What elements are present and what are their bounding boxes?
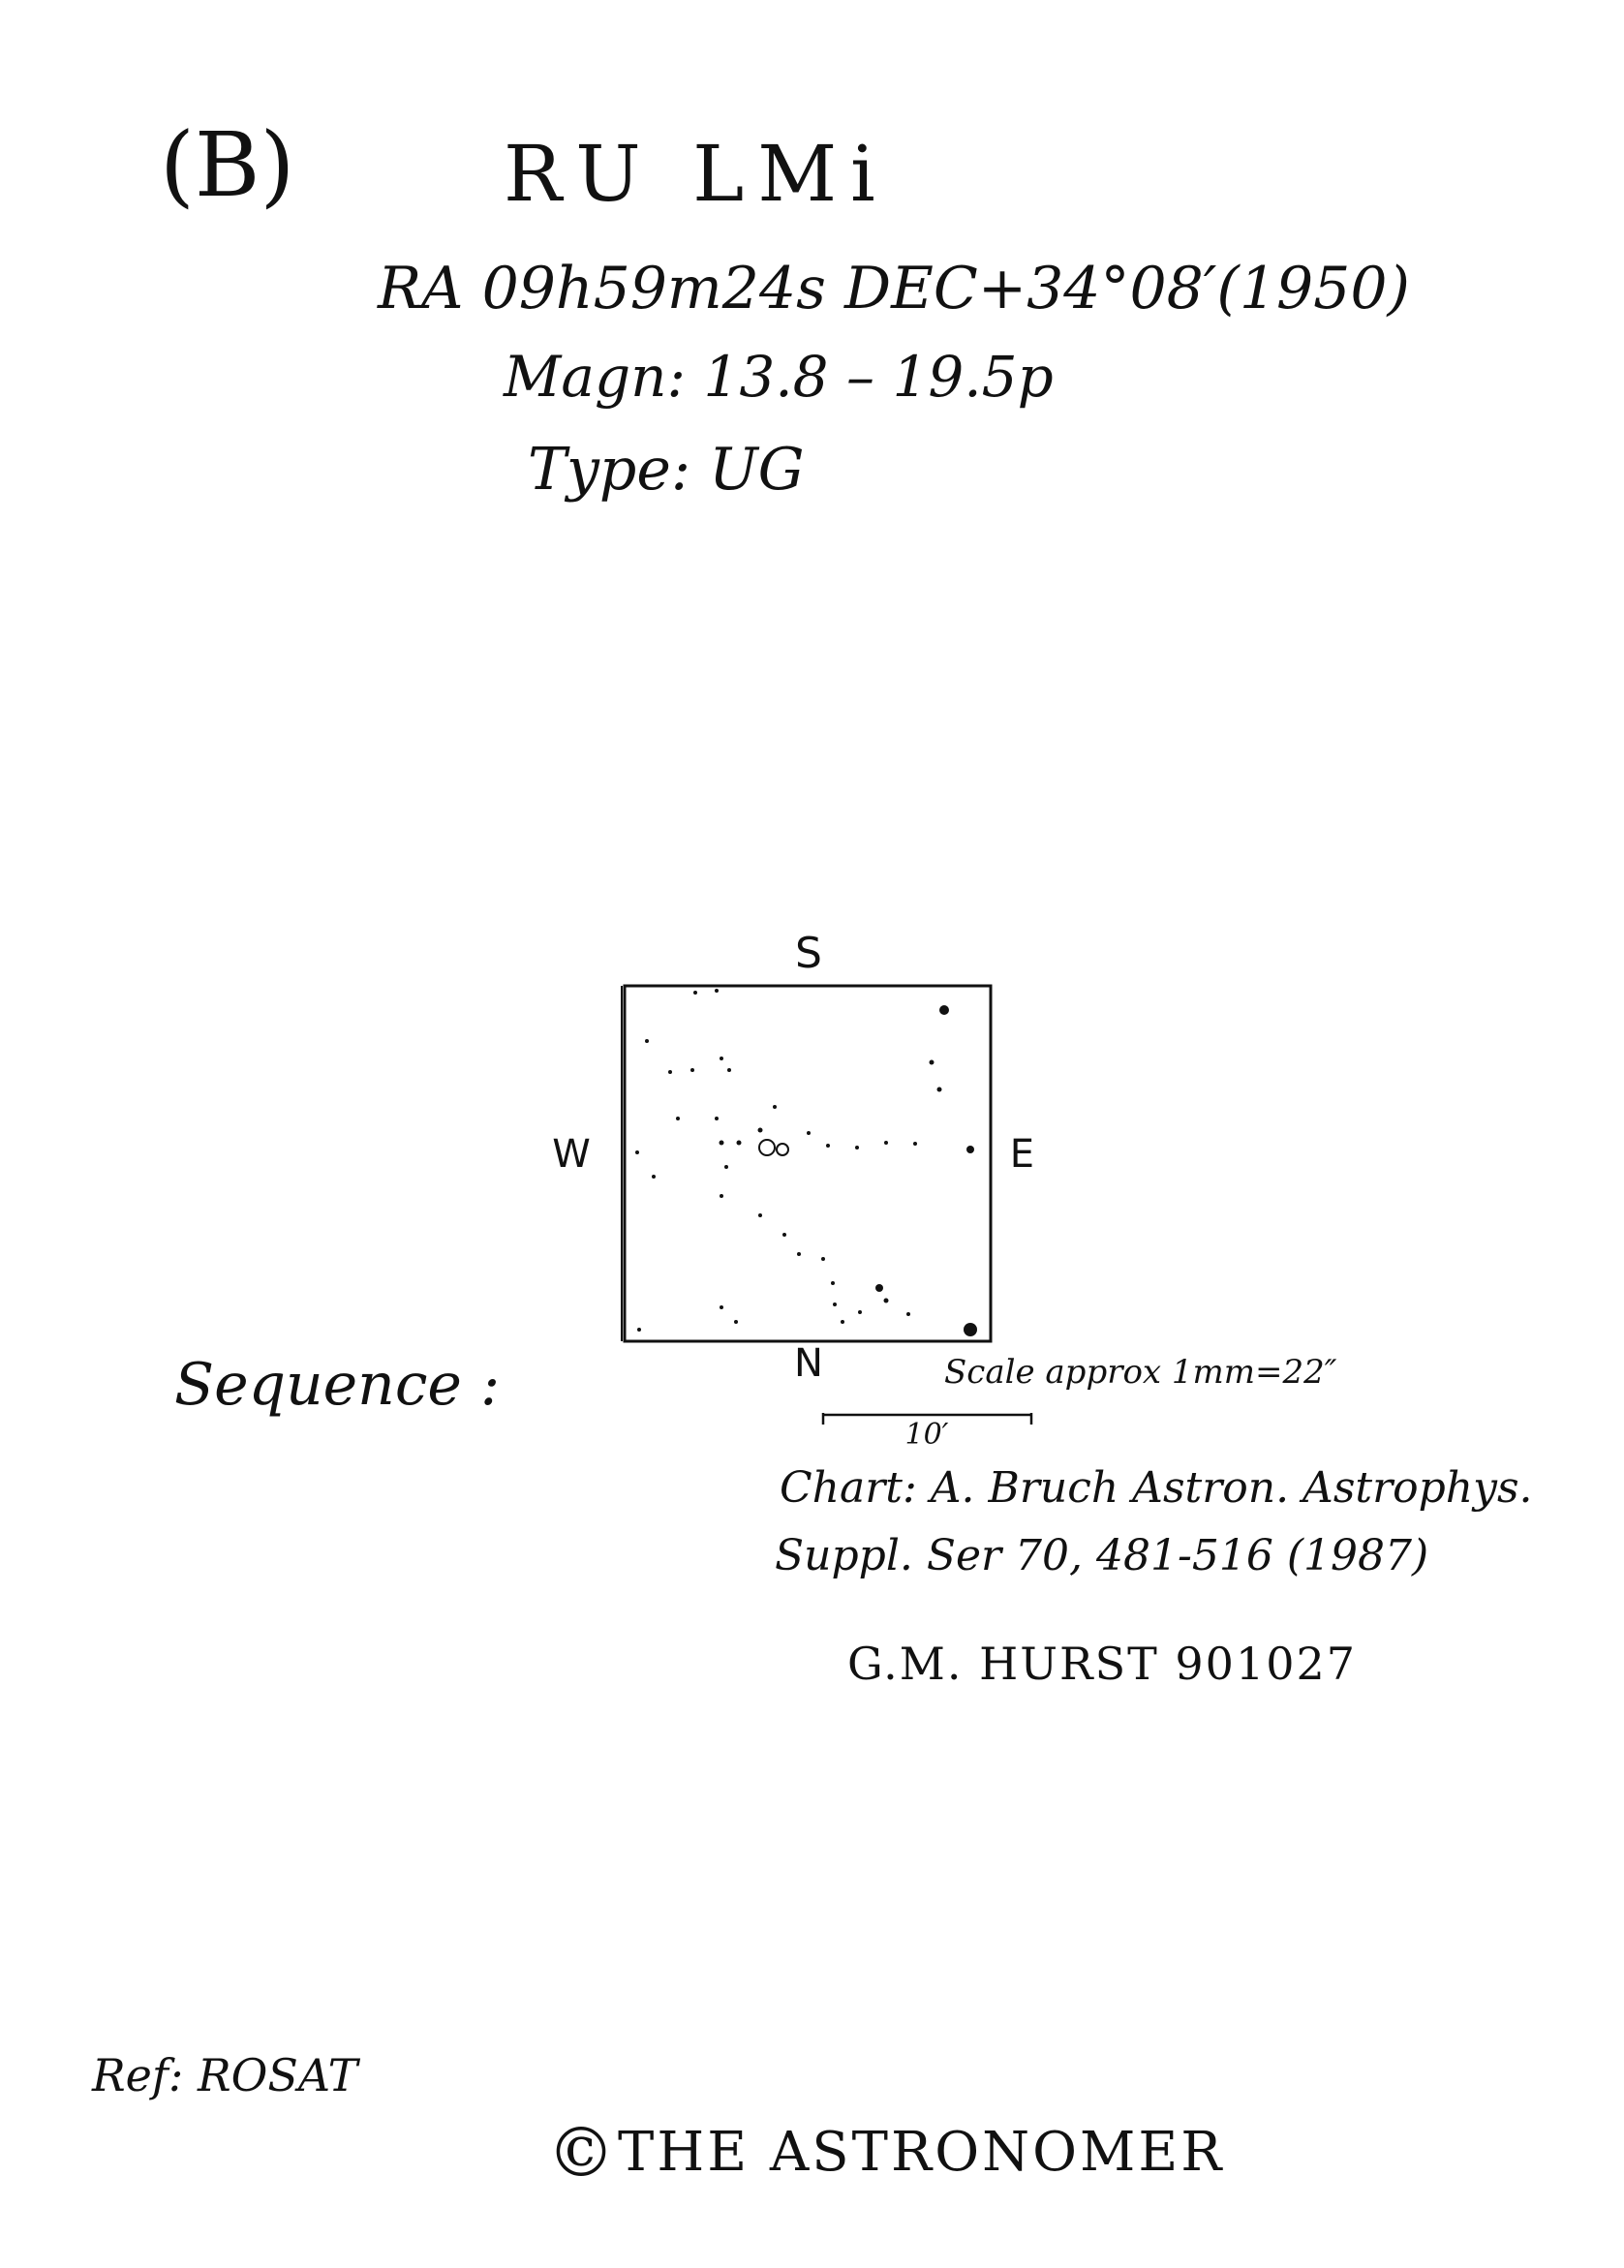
star-field — [635, 989, 977, 1336]
star — [690, 1068, 694, 1072]
star — [966, 1146, 974, 1153]
star — [635, 1150, 639, 1154]
variable-star-marker — [777, 1144, 788, 1155]
variable-type: Type: UG — [528, 436, 805, 504]
direction-west: W — [552, 1132, 591, 1177]
star — [826, 1144, 830, 1148]
star — [773, 1105, 777, 1109]
copyright-text: THE ASTRONOMER — [618, 2121, 1225, 2184]
star — [913, 1142, 917, 1146]
star — [676, 1117, 680, 1120]
magnitude-range: Magn: 13.8 – 19.5p — [504, 344, 1054, 410]
star — [720, 1194, 723, 1198]
star — [884, 1141, 888, 1145]
star — [758, 1213, 762, 1217]
chart-reference-line-2: Suppl. Ser 70, 481-516 (1987) — [775, 1531, 1429, 1580]
star — [715, 989, 719, 993]
star — [668, 1070, 672, 1074]
star — [821, 1257, 825, 1261]
direction-east: E — [1009, 1132, 1034, 1177]
star — [737, 1141, 742, 1146]
star — [939, 1005, 949, 1015]
reference-note: Ref: ROSAT — [92, 2049, 358, 2101]
scale-bar — [818, 1409, 1041, 1452]
star — [831, 1281, 835, 1285]
copyright-icon: © — [547, 2113, 618, 2192]
star — [715, 1117, 719, 1120]
scale-bar-label: 10′ — [904, 1418, 949, 1452]
direction-south: S — [795, 929, 822, 978]
variable-star-marker — [759, 1140, 775, 1155]
chart-reference-line-1: Chart: A. Bruch Astron. Astrophys. — [780, 1463, 1533, 1513]
star — [875, 1284, 883, 1292]
star — [720, 1057, 723, 1060]
star-name: RU LMi — [504, 129, 889, 219]
star — [782, 1233, 786, 1237]
star — [858, 1310, 862, 1314]
coordinates: RA 09h59m24s DEC+34°08′(1950) — [378, 255, 1410, 322]
star — [841, 1320, 844, 1324]
star — [906, 1312, 910, 1316]
copyright-notice — [547, 2113, 1225, 2192]
star — [645, 1039, 649, 1043]
star — [855, 1146, 859, 1149]
star — [734, 1320, 738, 1324]
chart-label: (B) — [160, 113, 295, 217]
star — [637, 1328, 641, 1332]
star — [884, 1299, 889, 1303]
star — [964, 1323, 977, 1336]
finder-chart — [552, 925, 1034, 1386]
star — [930, 1060, 935, 1065]
author-signature: G.M. HURST 901027 — [847, 1638, 1358, 1690]
star — [727, 1068, 731, 1072]
star — [693, 991, 697, 995]
star — [724, 1165, 728, 1169]
star — [652, 1175, 656, 1179]
star — [833, 1303, 837, 1306]
star — [758, 1128, 763, 1133]
star — [720, 1305, 723, 1309]
star — [807, 1131, 811, 1135]
star — [937, 1088, 942, 1092]
direction-north: N — [794, 1341, 823, 1386]
scale-note: Scale approx 1mm=22″ — [944, 1353, 1337, 1392]
star — [797, 1252, 801, 1256]
star — [720, 1141, 724, 1146]
sequence-label: Sequence : — [174, 1351, 501, 1419]
chart-frame — [625, 986, 991, 1341]
